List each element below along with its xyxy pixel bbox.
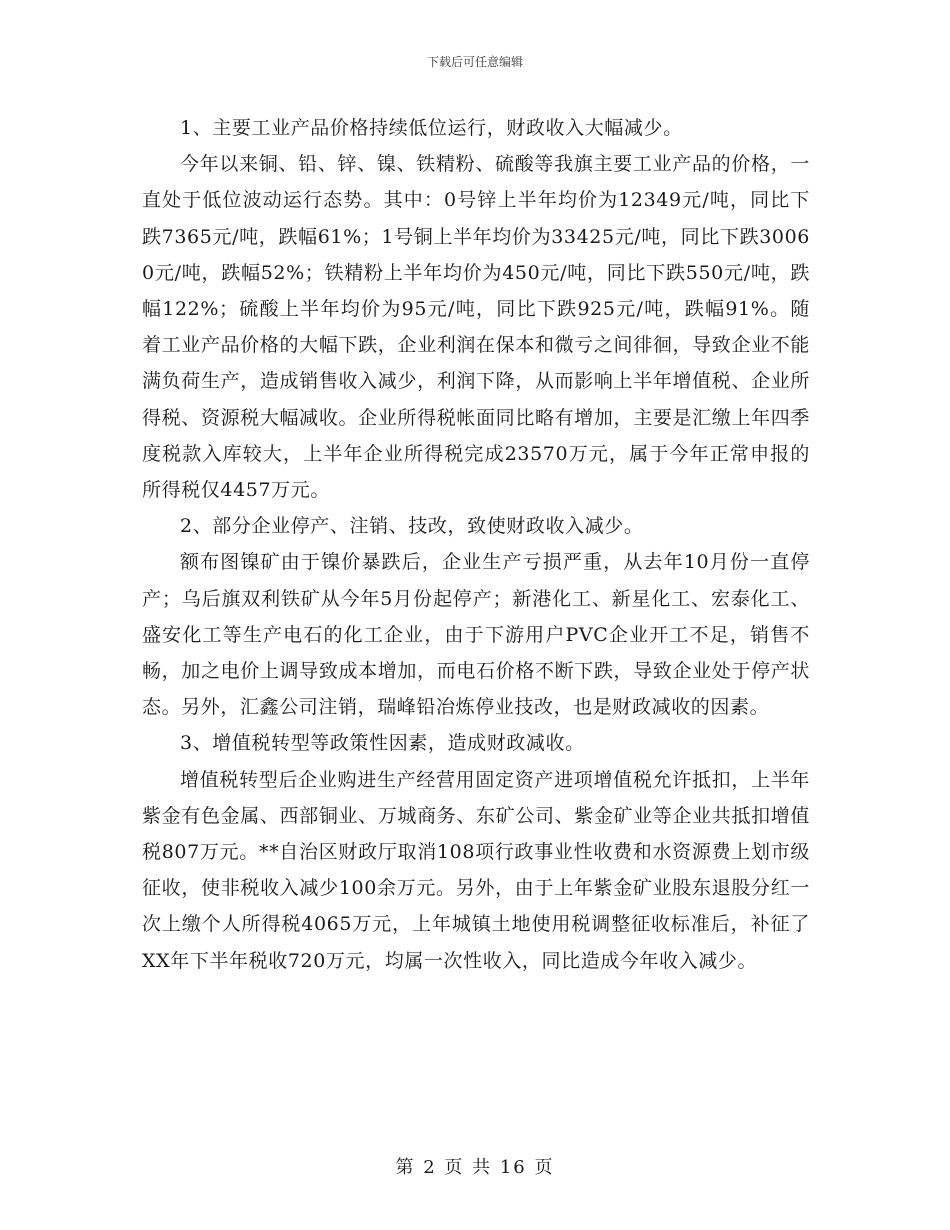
paragraph-prices: 今年以来铜、铅、锌、镍、铁精粉、硫酸等我旗主要工业产品的价格，一直处于低位波动运行态势。其中：0号锌上半年均价为12349元/吨，同比下跌7365元/吨，跌幅61%；1号铜上半年均价为33425元/吨，同比下跌30060元/吨，跌幅52%；铁精粉上半年均价为450元/吨，同比下跌550元/吨，跌幅122%；硫酸上半年均价为95元/吨，同比下跌925元/吨，跌幅91%。随着工业产品价格的大幅下跌，企业利润在保本和微亏之间徘徊，导致企业不能满负荷生产，造成销售收入减少，利润下降，从而影响上半年增值税、企业所得税、资源税大幅减收。企业所得税帐面同比略有增加，主要是汇缴上年四季度税款入库较大，上半年企业所得税完成23570万元，属于今年正常申报的所得税仅4457万元。 — [142, 153, 810, 502]
section-heading-3: 3、增值税转型等政策性因素，造成财政减收。 — [180, 732, 585, 755]
paragraph-policy: 增值税转型后企业购进生产经营用固定资产进项增值税允许抵扣，上半年紫金有色金属、西部铜业、万城商务、东矿公司、紫金矿业等企业共抵扣增值税807万元。**自治区财政厅取消108项行政事业性收费和水资源费上划市级征收，使非税收入减少100余万元。另外，由于上年紫金矿业股东退股分红一次上缴个人所得税4065万元，上年城镇土地使用税调整征收标准后，补征了XX年下半年税收720万元，均属一次性收入，同比造成今年收入减少。 — [142, 768, 810, 972]
page-header: 下载后可任意编辑 — [426, 55, 523, 69]
page-footer: 第 2 页 共 16 页 — [395, 1157, 555, 1178]
document-body — [142, 110, 810, 979]
section-heading-2: 2、部分企业停产、注销、技改，致使财政收入减少。 — [180, 515, 644, 538]
section-heading-1: 1、主要工业产品价格持续低位运行，财政收入大幅减少。 — [180, 117, 683, 139]
paragraph-shutdowns: 额布图镍矿由于镍价暴跌后，企业生产亏损严重，从去年10月份一直停产；乌后旗双利铁矿从今年5月份起停产；新港化工、新星化工、宏泰化工、盛安化工等生产电石的化工企业，由于下游用户PVC企业开工不足，销售不畅，加之电价上调导致成本增加，而电石价格不断下跌，导致企业处于停产状态。另外，汇鑫公司注销，瑞峰铅冶炼停业技改，也是财政减收的因素。 — [142, 551, 810, 719]
